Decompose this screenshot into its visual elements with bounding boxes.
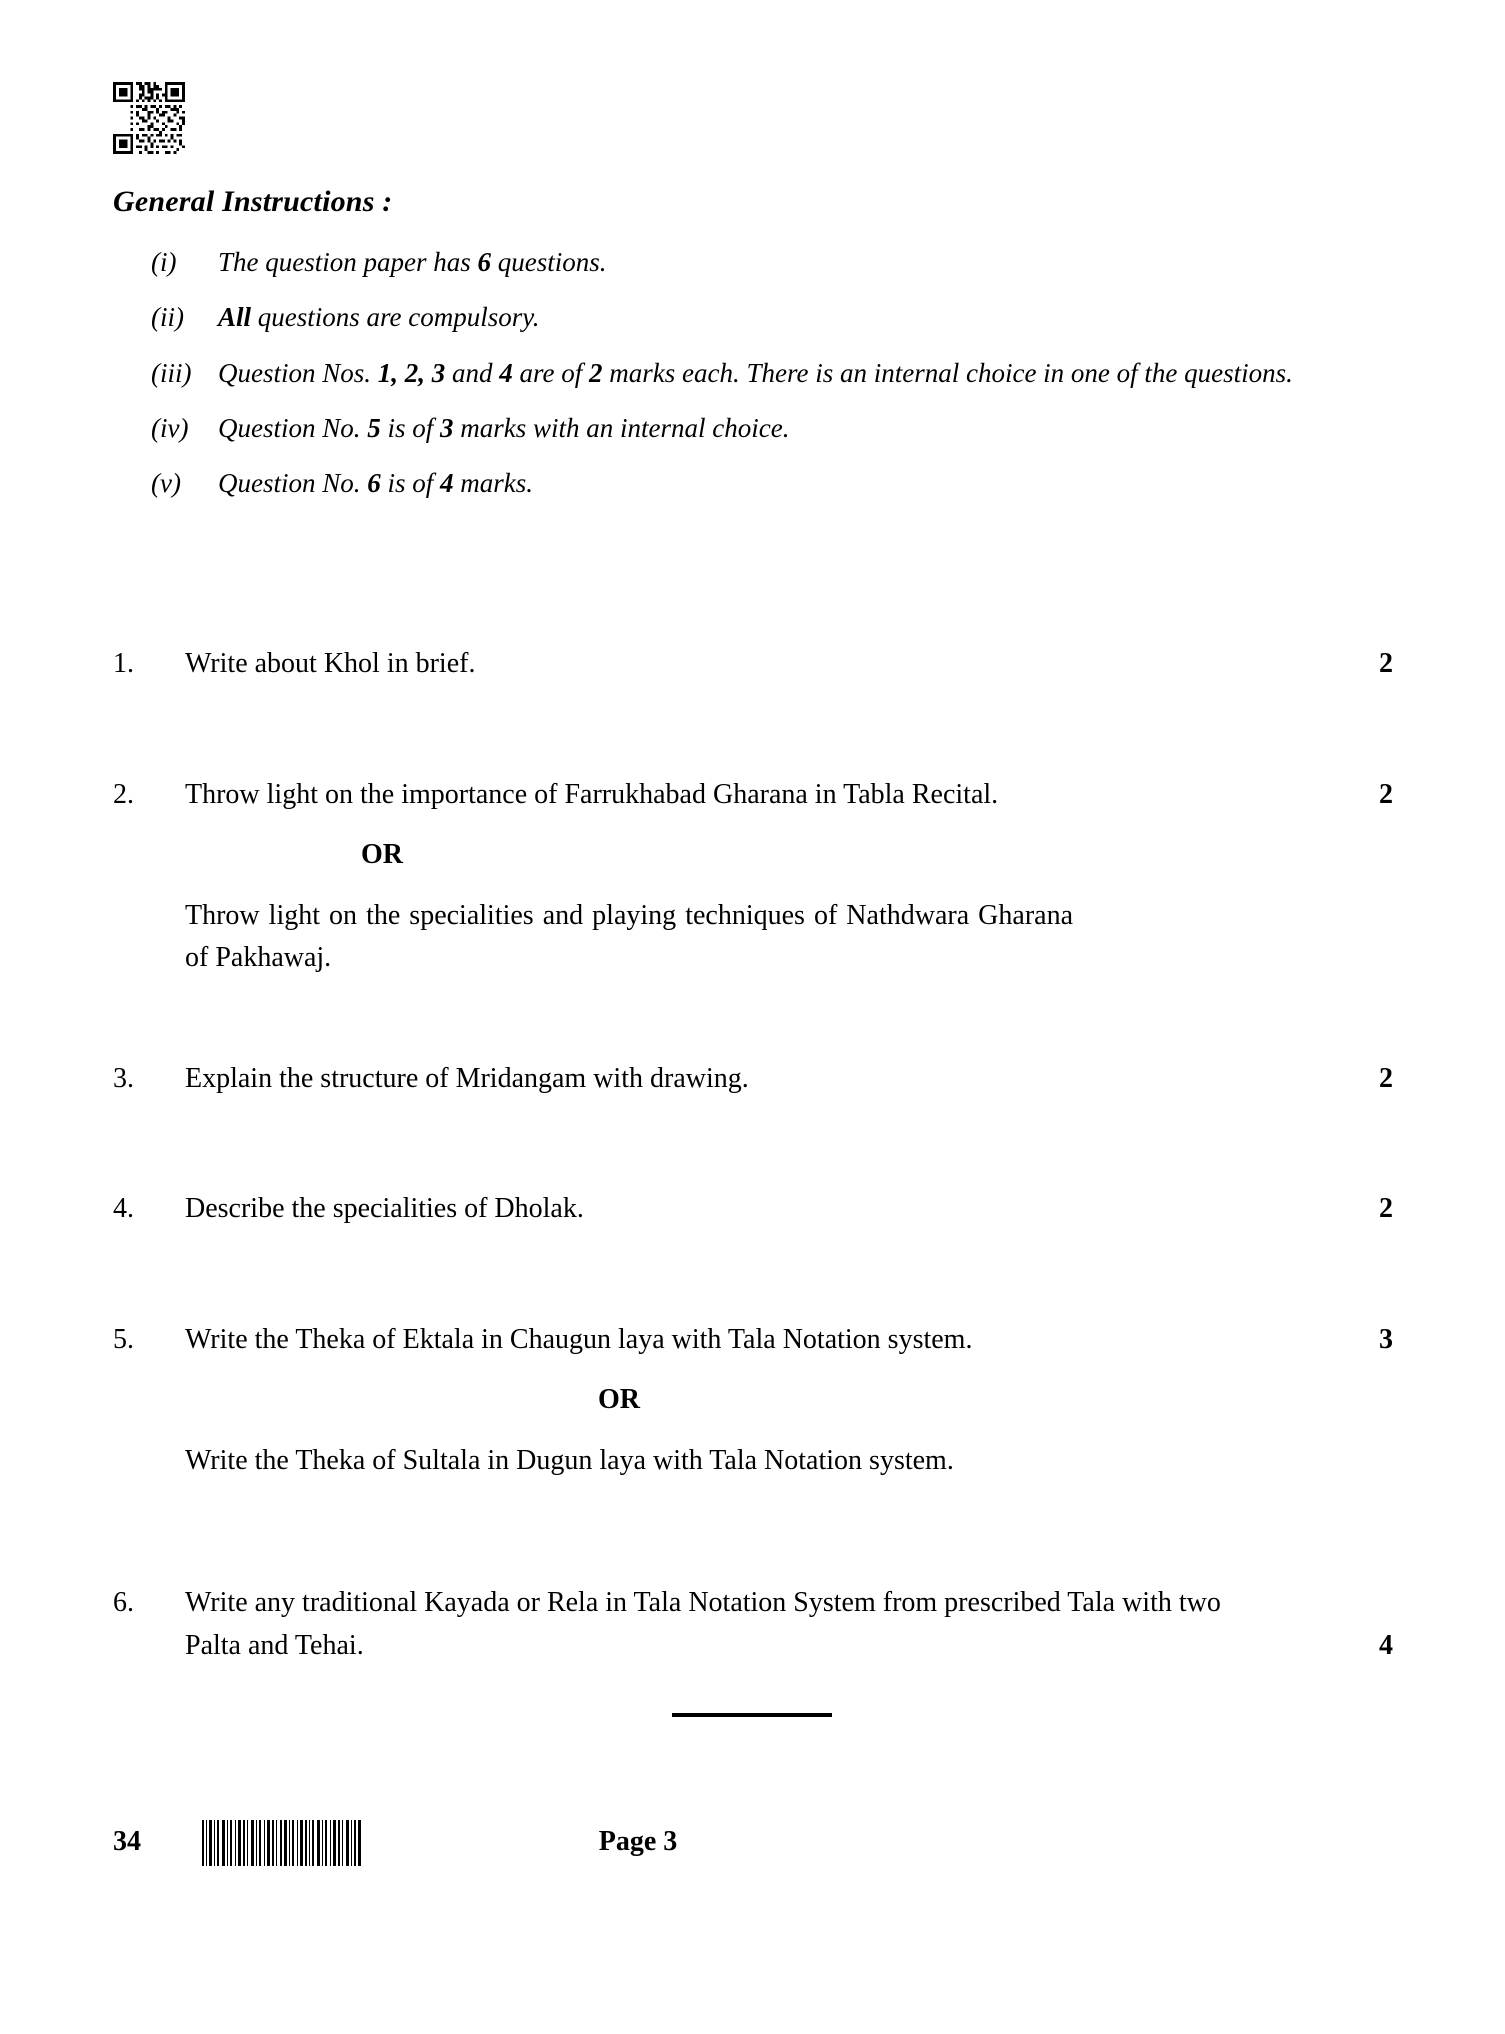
footer-code: 34 bbox=[113, 1826, 141, 1857]
question-item bbox=[113, 1319, 1393, 1483]
instruction-text: Question No. 6 is of 4 marks. bbox=[218, 468, 534, 499]
question-alternative-text: Throw light on the specialities and playing techniques of Nathdwara Gharana of Pakhawaj. bbox=[185, 899, 1073, 974]
question-number: 6. bbox=[113, 1587, 134, 1619]
question-number: 5. bbox=[113, 1323, 134, 1355]
instructions-list bbox=[113, 243, 1373, 520]
instruction-number: (iii) bbox=[151, 357, 192, 388]
question-marks: 2 bbox=[1379, 648, 1393, 679]
instruction-text: Question No. 5 is of 3 marks with an internal choice. bbox=[218, 412, 790, 443]
general-instructions-heading: General Instructions : bbox=[113, 185, 393, 218]
question-number: 2. bbox=[113, 778, 134, 810]
instruction-text: The question paper has 6 questions. bbox=[218, 247, 607, 277]
question-marks: 4 bbox=[1379, 1630, 1393, 1662]
question-item bbox=[113, 774, 1393, 980]
question-item bbox=[113, 643, 1393, 686]
instruction-number: (v) bbox=[151, 468, 181, 499]
question-text: Write any traditional Kayada or Rela in Tala Notation System from prescribed Tala with two Palta and Tehai. bbox=[185, 1587, 1221, 1662]
instruction-text: Question Nos. 1, 2, 3 and 4 are of 2 marks each. There is an internal choice in one of the questions. bbox=[218, 357, 1293, 388]
instruction-item bbox=[113, 354, 1373, 392]
question-number: 3. bbox=[113, 1062, 134, 1094]
question-text: Write the Theka of Ektala in Chaugun laya with Tala Notation system. bbox=[185, 1323, 973, 1355]
question-marks: 2 bbox=[1379, 1062, 1393, 1094]
page-number-label: Page 3 bbox=[598, 1826, 678, 1857]
question-marks: 2 bbox=[1379, 1193, 1393, 1225]
question-item bbox=[113, 1582, 1393, 1667]
question-number: 1. bbox=[113, 648, 134, 679]
question-marks: 2 bbox=[1379, 778, 1393, 810]
question-text: Throw light on the importance of Farrukhabad Gharana in Tabla Recital. bbox=[185, 778, 999, 810]
page-footer bbox=[113, 1818, 1393, 1874]
instruction-text: All questions are compulsory. bbox=[218, 302, 540, 333]
question-text: Describe the specialities of Dholak. bbox=[185, 1193, 584, 1225]
question-alternative-text: Write the Theka of Sultala in Dugun laya with Tala Notation system. bbox=[185, 1444, 954, 1476]
instruction-number: (ii) bbox=[151, 302, 184, 333]
instruction-item bbox=[113, 464, 1373, 502]
section-divider bbox=[672, 1713, 832, 1717]
question-item bbox=[113, 1058, 1393, 1101]
instruction-number: (i) bbox=[151, 247, 177, 277]
question-text: Write about Khol in brief. bbox=[185, 648, 476, 679]
question-item bbox=[113, 1188, 1393, 1231]
qr-code-icon bbox=[113, 82, 185, 154]
instruction-item bbox=[113, 409, 1373, 447]
instruction-item bbox=[113, 243, 1373, 281]
question-text: Explain the structure of Mridangam with drawing. bbox=[185, 1062, 749, 1094]
instruction-number: (iv) bbox=[151, 412, 189, 443]
question-number: 4. bbox=[113, 1193, 134, 1225]
question-marks: 3 bbox=[1379, 1323, 1393, 1355]
or-separator: OR bbox=[361, 839, 403, 871]
or-separator: OR bbox=[598, 1384, 640, 1416]
questions-list bbox=[113, 643, 1393, 1714]
instruction-item bbox=[113, 298, 1373, 336]
